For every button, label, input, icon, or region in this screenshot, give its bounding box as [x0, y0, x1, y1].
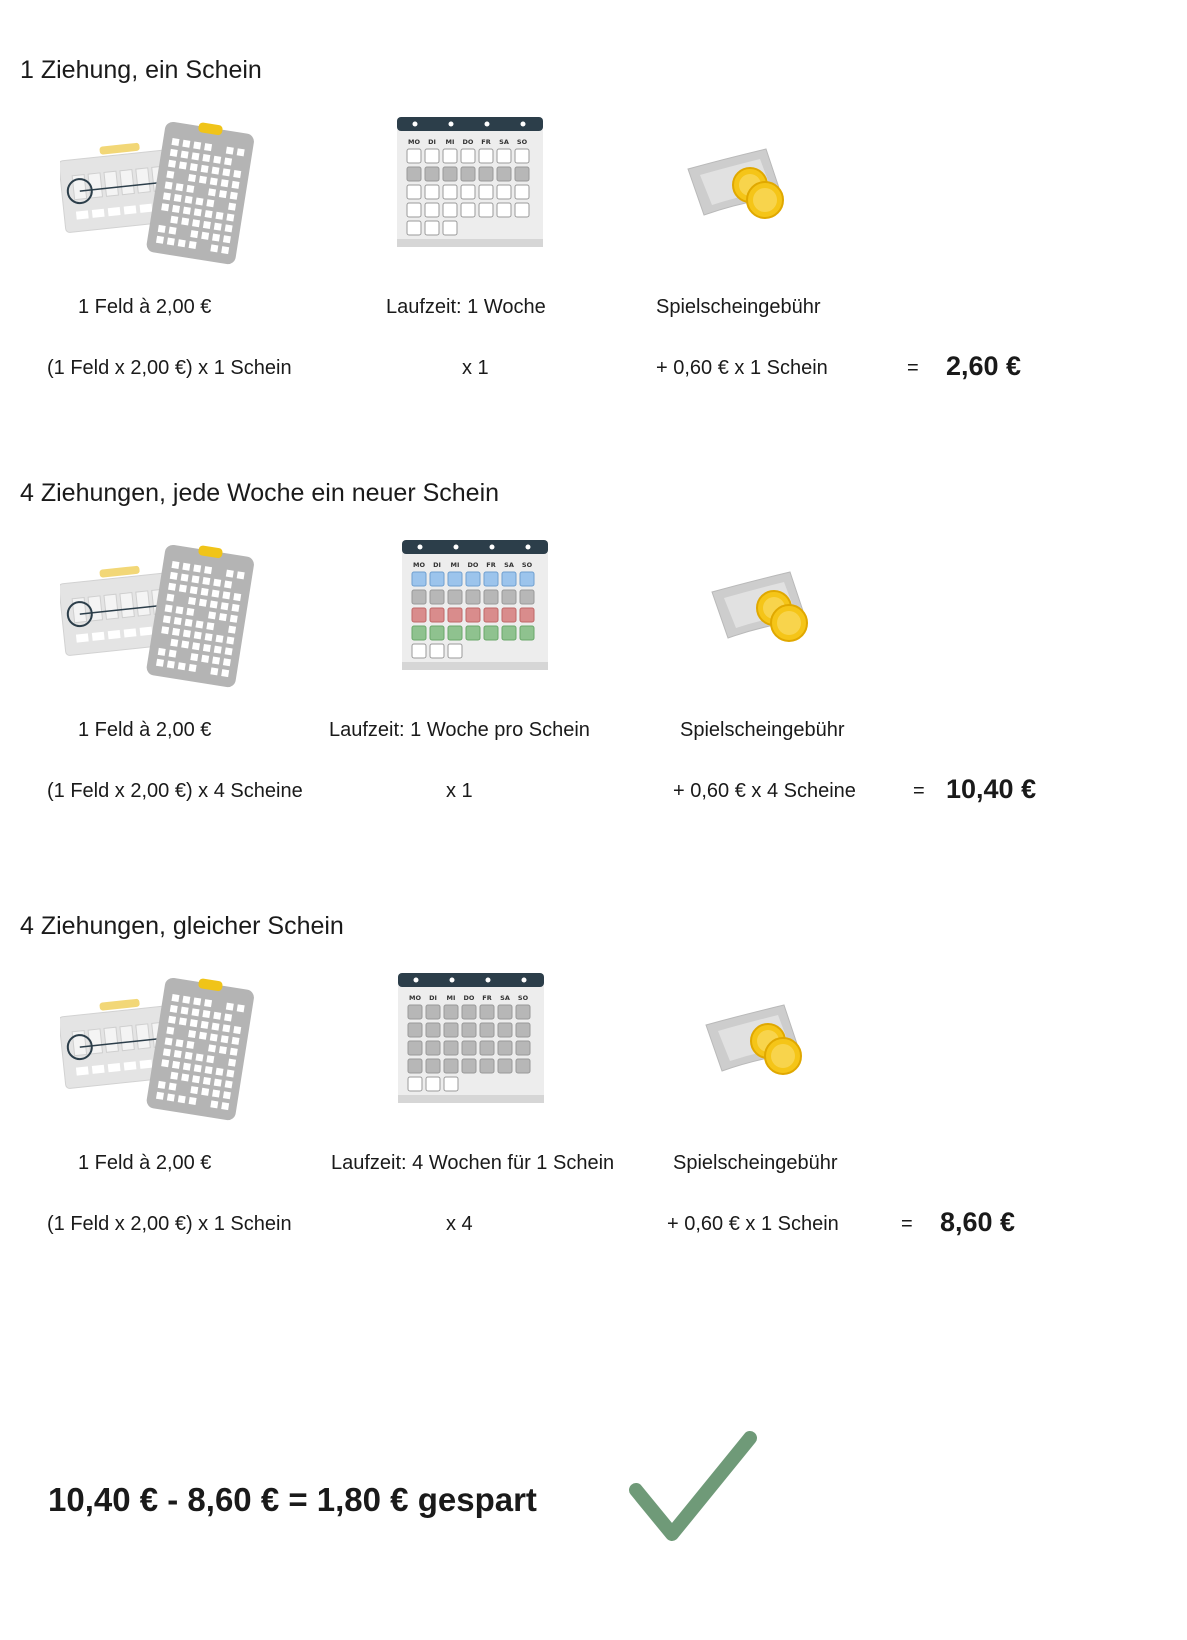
fee-calc: + 0,60 € x 1 Schein [667, 1213, 839, 1235]
equals-sign: = [901, 1213, 913, 1235]
svg-text:SO: SO [517, 994, 529, 1002]
fee-calc: + 0,60 € x 4 Scheine [673, 780, 856, 802]
section-title: 4 Ziehungen, gleicher Schein [20, 912, 344, 940]
multiplier: x 1 [462, 357, 489, 379]
svg-text:MI: MI [446, 994, 456, 1002]
svg-text:DO: DO [463, 994, 475, 1002]
section-title: 4 Ziehungen, jede Woche ein neuer Schein [20, 479, 500, 507]
section-2 [0, 478, 1187, 878]
svg-text:DI: DI [433, 561, 441, 569]
svg-text:SO: SO [516, 138, 528, 146]
field-price-label: 1 Feld à 2,00 € [78, 1152, 212, 1174]
money-icon [702, 1003, 812, 1088]
calendar-icon [396, 973, 546, 1109]
lottery-tickets-icon [60, 538, 260, 693]
field-price-label: 1 Feld à 2,00 € [78, 296, 212, 318]
section-3 [0, 911, 1187, 1311]
field-calc: (1 Feld x 2,00 €) x 4 Scheine [47, 780, 303, 802]
calendar-icon [395, 117, 545, 253]
runtime-label: Laufzeit: 4 Wochen für 1 Schein [331, 1152, 615, 1174]
lottery-tickets-icon [60, 971, 260, 1126]
field-price-label: 1 Feld à 2,00 € [78, 719, 212, 741]
equals-sign: = [913, 780, 925, 802]
field-calc: (1 Feld x 2,00 €) x 1 Schein [47, 1213, 292, 1235]
svg-text:SA: SA [504, 561, 514, 569]
total-price: 10,40 € [946, 774, 1037, 804]
section-1 [0, 55, 1187, 455]
svg-text:DI: DI [429, 994, 437, 1002]
lottery-tickets-icon [60, 115, 260, 270]
fee-label: Spielscheingebühr [680, 719, 845, 741]
svg-text:SO: SO [521, 561, 533, 569]
svg-text:FR: FR [482, 994, 492, 1002]
field-calc: (1 Feld x 2,00 €) x 1 Schein [47, 357, 292, 379]
multiplier: x 1 [446, 780, 473, 802]
runtime-label: Laufzeit: 1 Woche pro Schein [329, 719, 590, 741]
runtime-label: Laufzeit: 1 Woche [386, 296, 546, 318]
svg-text:MI: MI [450, 561, 460, 569]
svg-text:DO: DO [467, 561, 479, 569]
calendar-icon [400, 540, 550, 676]
total-price: 2,60 € [946, 351, 1022, 381]
svg-text:SA: SA [500, 994, 510, 1002]
svg-text:MI: MI [445, 138, 455, 146]
svg-text:FR: FR [481, 138, 491, 146]
svg-text:MO: MO [409, 994, 421, 1002]
svg-text:FR: FR [486, 561, 496, 569]
svg-text:MO: MO [413, 561, 425, 569]
svg-text:MO: MO [408, 138, 420, 146]
fee-calc: + 0,60 € x 1 Schein [656, 357, 828, 379]
fee-label: Spielscheingebühr [656, 296, 821, 318]
svg-text:DO: DO [462, 138, 474, 146]
section-title: 1 Ziehung, ein Schein [20, 56, 262, 84]
total-price: 8,60 € [940, 1207, 1016, 1237]
multiplier: x 4 [446, 1213, 473, 1235]
money-icon [708, 570, 818, 655]
checkmark-icon [628, 1430, 758, 1550]
svg-text:SA: SA [499, 138, 509, 146]
svg-text:DI: DI [428, 138, 436, 146]
fee-label: Spielscheingebühr [673, 1152, 838, 1174]
equals-sign: = [907, 357, 919, 379]
money-icon [684, 147, 794, 232]
savings-summary: 10,40 € - 8,60 € = 1,80 € gespart [48, 1481, 537, 1518]
